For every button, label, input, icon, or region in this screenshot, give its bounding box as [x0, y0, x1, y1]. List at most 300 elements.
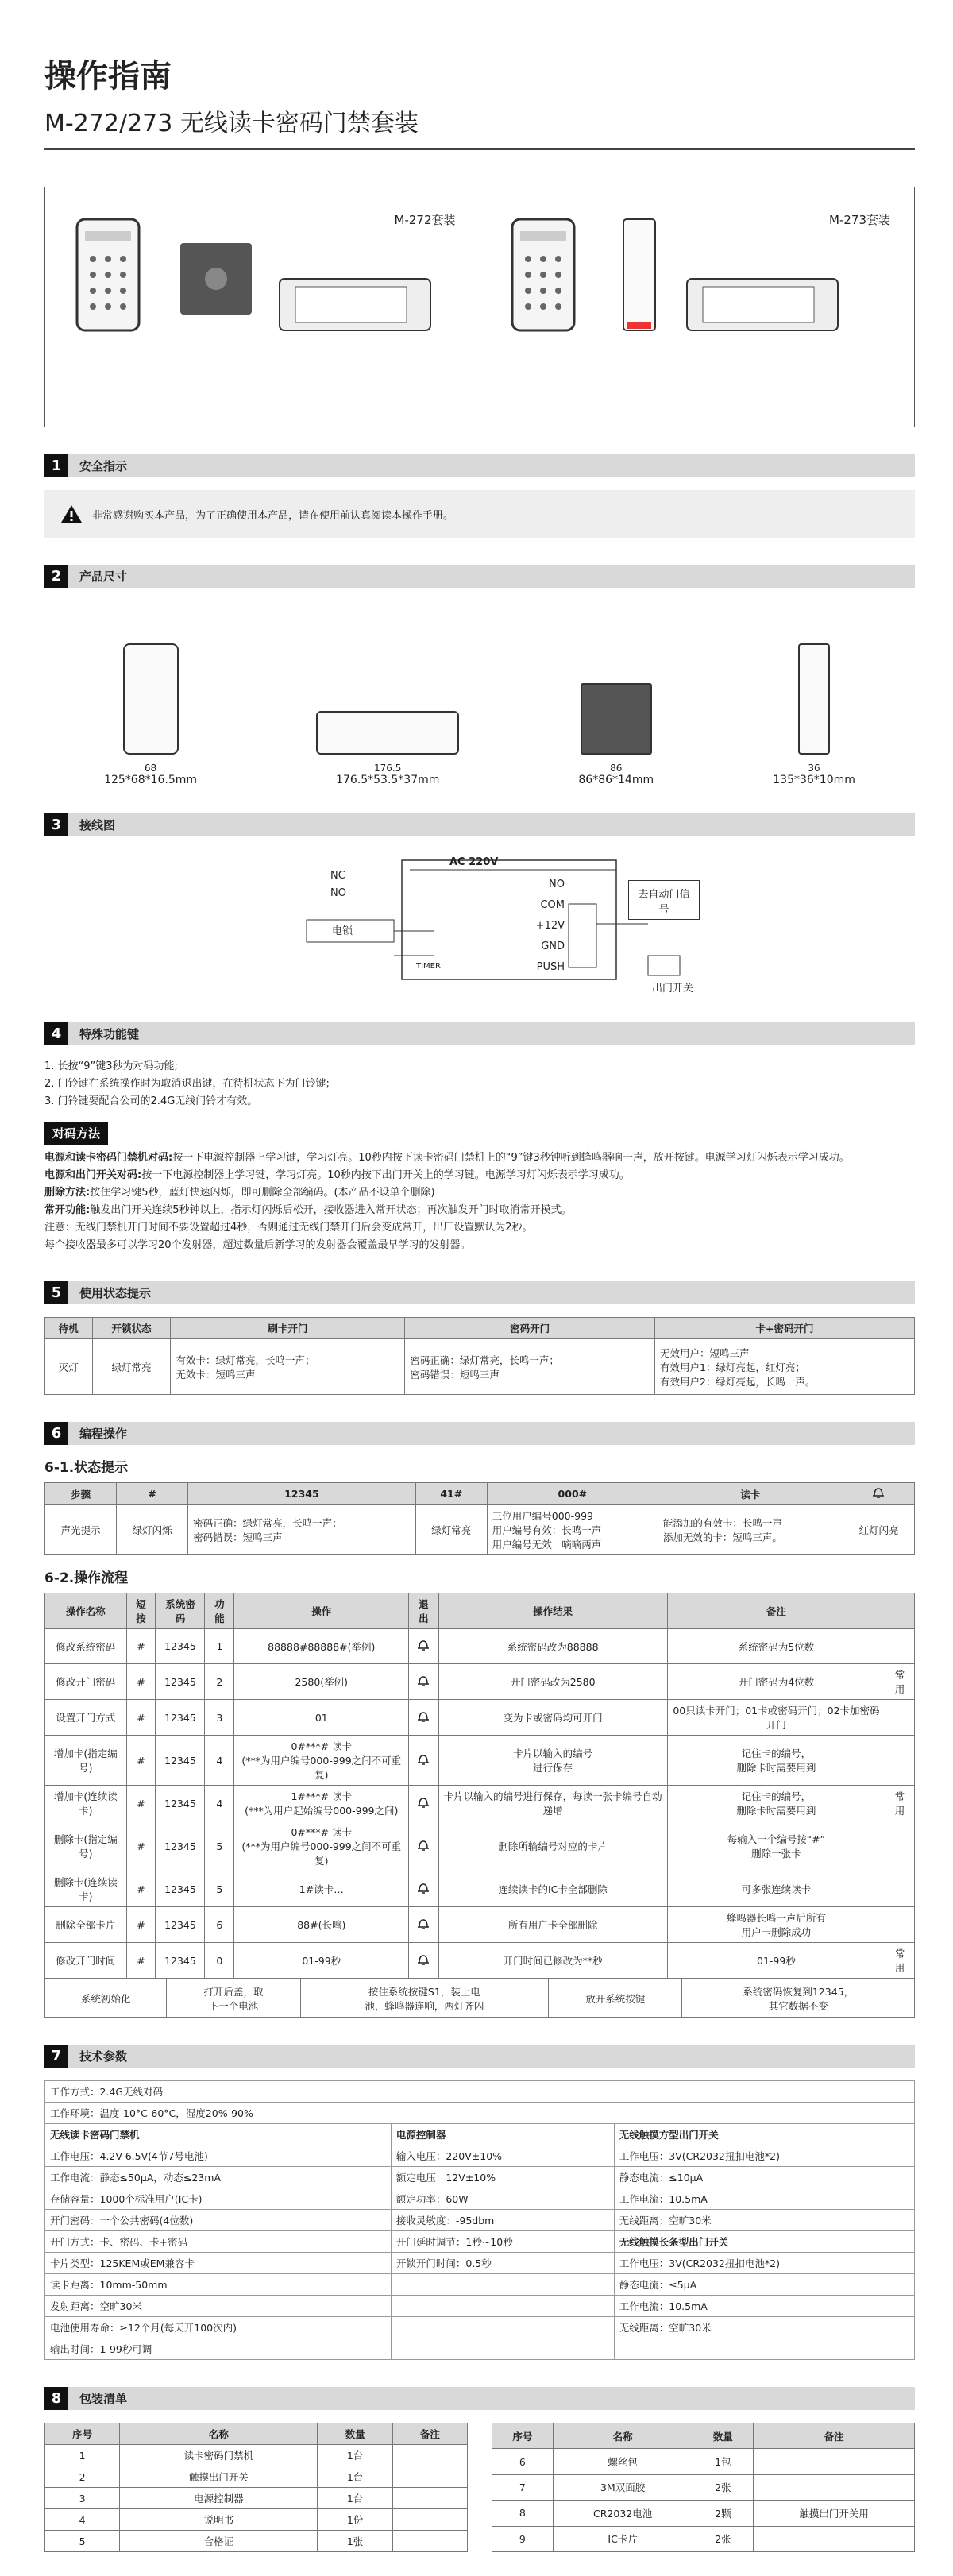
table-cell: 修改开门时间: [45, 1943, 127, 1979]
table-cell: 2: [45, 2466, 120, 2488]
kit-273: [480, 187, 915, 427]
table-row: [492, 2474, 915, 2500]
kit-label: M-272套装: [394, 213, 456, 227]
table-cell: [885, 1736, 915, 1786]
dim-caption: 135*36*10mm: [773, 774, 855, 786]
table-cell: 常用: [885, 1786, 915, 1821]
table-row: [45, 1871, 915, 1907]
table-cell: 4: [45, 2509, 120, 2531]
table-cell: 读卡距离：10mm-50mm: [45, 2274, 392, 2296]
table-cell: #: [126, 1700, 156, 1736]
table-cell: 5: [205, 1871, 234, 1907]
table-cell: 绿灯闪烁: [117, 1505, 188, 1555]
subsection-title: 6-2.操作流程: [44, 1570, 129, 1586]
table-cell: 所有用户卡全部删除: [438, 1907, 667, 1943]
table-row: [45, 2253, 915, 2274]
table-cell: 静态电流：≤5μA: [614, 2274, 914, 2296]
method-line: 删除方法:按住学习键5秒，蓝灯快速闪烁，即可删除全部编码。(本产品不设单个删除): [44, 1187, 435, 1199]
table-cell: 2张: [693, 2526, 754, 2551]
table-cell: 00只读卡开门；01卡或密码开门；02卡加密码开门: [667, 1700, 885, 1736]
table-header: 卡+密码开门: [654, 1318, 914, 1339]
table-cell: [391, 2317, 614, 2338]
section-special-keys: [44, 1022, 915, 1045]
terminal-com: COM: [540, 899, 565, 911]
init-table: [44, 1979, 915, 2018]
warning-box: [44, 490, 915, 538]
table-row: [45, 1736, 915, 1786]
table-cell: 工作电流：10.5mA: [614, 2296, 914, 2317]
table-cell: 12345: [156, 1700, 205, 1736]
table-cell: [885, 1871, 915, 1907]
section-number: 3: [44, 813, 68, 836]
table-cell: 可多张连续读卡: [667, 1871, 885, 1907]
table-cell: 开门方式：卡、密码、卡+密码: [45, 2231, 392, 2253]
table-cell: [885, 1907, 915, 1943]
bell-icon: [416, 1839, 430, 1852]
table-cell: 12345: [156, 1664, 205, 1700]
table-cell: [409, 1871, 438, 1907]
table-row: [492, 2449, 915, 2474]
section-label: 编程操作: [79, 1427, 128, 1441]
status-table: [44, 1317, 915, 1395]
table-cell: 常用: [885, 1943, 915, 1979]
tech-table: [44, 2080, 915, 2360]
table-header: 读卡: [658, 1483, 843, 1505]
table-cell: 触摸出门开关用: [754, 2501, 915, 2526]
section-tech: [44, 2045, 915, 2068]
table-cell: 8: [492, 2501, 554, 2526]
table-cell: 9: [492, 2526, 554, 2551]
method-line: 每个接收器最多可以学习20个发射器，超过数量后新学习的发射器会覆盖最早学习的发射器。: [44, 1239, 471, 1251]
table-row: [45, 2167, 915, 2188]
table-header: [885, 1593, 915, 1629]
dim-caption: 176.5*53.5*37mm: [336, 774, 440, 786]
table-cell: 修改系统密码: [45, 1629, 127, 1664]
table-cell: [885, 1629, 915, 1664]
table-cell: 变为卡或密码均可开门: [438, 1700, 667, 1736]
table-cell: 0#***# 读卡 (***为用户编号000-999之间不可重复): [234, 1736, 409, 1786]
table-cell: 卡片以输入的编号 进行保存: [438, 1736, 667, 1786]
list-item: 2. 门铃键在系统操作时为取消退出键，在待机状态下为门铃键;: [44, 1078, 330, 1090]
table-cell: 绿灯常亮: [415, 1505, 487, 1555]
kit-overview: [44, 187, 915, 427]
table-header: #: [117, 1483, 188, 1505]
method-line: 注意：无线门禁机开门时间不要设置超过4秒，否则通过无线门禁开门后会变成常开，出厂设置默认为2秒。: [44, 1222, 533, 1234]
table-cell: 工作电压：4.2V-6.5V(4节7号电池): [45, 2145, 392, 2167]
table-cell: 1台: [318, 2445, 392, 2466]
table-cell: 工作电压：3V(CR2032扭扣电池*2): [614, 2145, 914, 2167]
table-cell: 88888#88888#(举例): [234, 1629, 409, 1664]
timer-label: TIMER: [416, 962, 441, 971]
page-title: 操作指南: [44, 58, 172, 95]
table-cell: 无线距离：空旷30米: [614, 2210, 914, 2231]
bell-icon: [416, 1710, 430, 1723]
table-cell: 1台: [318, 2466, 392, 2488]
bell-icon: [416, 1918, 430, 1930]
warning-text: 非常感谢购买本产品，为了正确使用本产品，请在使用前认真阅读本操作手册。: [92, 509, 454, 522]
dim-width: 86: [610, 763, 623, 774]
table-cell: 6: [492, 2449, 554, 2474]
pairing-method-list: [44, 1149, 915, 1254]
table-cell: #: [126, 1629, 156, 1664]
table-cell: 绿灯常亮: [92, 1339, 171, 1395]
table-cell: 1: [45, 2445, 120, 2466]
table-cell: #: [126, 1943, 156, 1979]
table-cell: 无线读卡密码门禁机: [45, 2124, 392, 2145]
table-header: 名称: [553, 2423, 693, 2449]
table-cell: 12345: [156, 1871, 205, 1907]
init-step-d: 系统密码恢复到12345， 其它数据不变: [682, 1979, 915, 2018]
section-label: 安全指示: [79, 459, 128, 473]
table-cell: [409, 1786, 438, 1821]
table-cell: [409, 1629, 438, 1664]
table-header: 数量: [318, 2423, 392, 2445]
init-step-c: 放开系统按键: [548, 1979, 682, 2018]
table-cell: 2: [205, 1664, 234, 1700]
pairing-method-title: 对码方法: [44, 1122, 108, 1145]
table-cell: 存储容量：1000个标准用户(IC卡): [45, 2188, 392, 2210]
method-line: 电源和读卡密码门禁机对码:按一下电源控制器上学习键，学习灯亮。10秒内按下读卡密码门禁机上的“9”键3秒钟听到蜂鸣器响一声，放开按键。电源学习灯闪烁表示学习成功。: [44, 1152, 850, 1164]
table-cell: 开门密码改为2580: [438, 1664, 667, 1700]
table-cell: 12345: [156, 1786, 205, 1821]
table-cell: 无线触摸长条型出门开关: [614, 2231, 914, 2253]
table-row: [492, 2501, 915, 2526]
dim-width: 36: [808, 763, 820, 774]
bell-icon: [416, 1796, 430, 1809]
table-cell: #: [126, 1664, 156, 1700]
table-header: 刷卡开门: [171, 1318, 405, 1339]
table-cell: 无线距离：空旷30米: [614, 2317, 914, 2338]
table-row: [45, 2210, 915, 2231]
table-header: 12345: [188, 1483, 416, 1505]
dim-caption: 86*86*14mm: [578, 774, 654, 786]
table-cell: 输出时间：1-99秒可调: [45, 2338, 392, 2360]
table-cell: 12345: [156, 1736, 205, 1786]
bell-icon: [416, 1953, 430, 1966]
table-cell: 系统密码改为88888: [438, 1629, 667, 1664]
section-number: 7: [44, 2045, 68, 2068]
init-name: 系统初始化: [45, 1979, 167, 2018]
section-label: 包装清单: [79, 2392, 128, 2406]
terminal-push: PUSH: [536, 961, 565, 973]
table-cell: 4: [205, 1786, 234, 1821]
table-cell: 红灯闪亮: [843, 1505, 914, 1555]
table-cell: 系统密码为5位数: [667, 1629, 885, 1664]
table-cell: 开门时间已修改为**秒: [438, 1943, 667, 1979]
table-cell: [409, 1736, 438, 1786]
table-cell: 1台: [318, 2488, 392, 2509]
table-cell: 额定电压：12V±10%: [391, 2167, 614, 2188]
square-button-outline: [581, 683, 652, 755]
table-cell: [409, 1664, 438, 1700]
table-header: 密码开门: [405, 1318, 655, 1339]
table-cell: 灭灯: [45, 1339, 93, 1395]
table-cell: [409, 1907, 438, 1943]
table-row: [45, 1664, 915, 1700]
table-cell: 1张: [318, 2531, 392, 2552]
table-cell: #: [126, 1736, 156, 1786]
table-cell: 设置开门方式: [45, 1700, 127, 1736]
table-header: 功能: [205, 1593, 234, 1629]
table-cell: 增加卡(指定编号): [45, 1736, 127, 1786]
table-cell: 01: [234, 1700, 409, 1736]
terminal-12v: +12V: [535, 920, 565, 932]
table-cell: 删除卡(连续读卡): [45, 1871, 127, 1907]
table-row: [45, 2509, 468, 2531]
terminal-labels: [521, 875, 565, 978]
table-cell: 记住卡的编号， 删除卡时需要用到: [667, 1786, 885, 1821]
table-cell: #: [126, 1786, 156, 1821]
table-cell: 卡片以输入的编号进行保存，每读一张卡编号自动递增: [438, 1786, 667, 1821]
dim-keypad: [104, 643, 197, 786]
bell-icon: [416, 1882, 430, 1894]
table-row: [45, 2531, 468, 2552]
table-cell: 5: [205, 1821, 234, 1871]
table-cell: 接收灵敏度：-95dbm: [391, 2210, 614, 2231]
table-cell: #: [126, 1821, 156, 1871]
table-header: 序号: [492, 2423, 554, 2449]
ac-label: AC 220V: [449, 856, 499, 868]
table-cell: [391, 2296, 614, 2317]
bell-icon: [871, 1486, 885, 1499]
table-cell: 删除所输编号对应的卡片: [438, 1821, 667, 1871]
table-cell: #: [126, 1871, 156, 1907]
table-cell: 0#***# 读卡 (***为用户编号000-999之间不可重复): [234, 1821, 409, 1871]
table-cell: [392, 2466, 467, 2488]
table-cell: 12345: [156, 1821, 205, 1871]
auto-door-box: 去自动门信号: [628, 880, 700, 920]
table-row: [45, 1700, 915, 1736]
terminal-no: NO: [549, 879, 565, 890]
table-cell: 记住卡的编号， 删除卡时需要用到: [667, 1736, 885, 1786]
table-header: 数量: [693, 2423, 754, 2449]
list-item: 3. 门铃键要配合公司的2.4G无线门铃才有效。: [44, 1095, 258, 1107]
dim-square-button: [578, 683, 654, 786]
table-row: [45, 1786, 915, 1821]
table-cell: 额定功率：60W: [391, 2188, 614, 2210]
table-row: [45, 2274, 915, 2296]
section-wiring: [44, 813, 915, 836]
table-cell: [392, 2445, 467, 2466]
table-cell: 2580(举例): [234, 1664, 409, 1700]
table-cell: 声光提示: [45, 1505, 117, 1555]
table-cell: [885, 1700, 915, 1736]
table-cell: IC卡片: [553, 2526, 693, 2551]
table-cell: 读卡密码门禁机: [120, 2445, 318, 2466]
table-header: 备注: [754, 2423, 915, 2449]
table-cell: 01-99秒: [667, 1943, 885, 1979]
table-cell: 每输入一个编号按“#” 删除一张卡: [667, 1821, 885, 1871]
table-cell: 3M双面胶: [553, 2474, 693, 2500]
table-cell: [754, 2474, 915, 2500]
kit-272: [45, 187, 480, 427]
table-row: [45, 2317, 915, 2338]
table-header: 41#: [415, 1483, 487, 1505]
exit-switch-label: 出门开关: [652, 983, 694, 994]
table-row: [45, 2466, 468, 2488]
table-cell: 蜂鸣器长鸣一声后所有 用户卡删除成功: [667, 1907, 885, 1943]
table-cell: 工作方式：2.4G无线对码: [45, 2081, 915, 2103]
table-row: [45, 2145, 915, 2167]
list-item: 1. 长按“9”键3秒为对码功能;: [44, 1060, 178, 1072]
table-cell: 12345: [156, 1907, 205, 1943]
wiring-lines: [44, 852, 915, 995]
dim-width: 68: [144, 763, 157, 774]
table-cell: 说明书: [120, 2509, 318, 2531]
status-prompt-table: [44, 1482, 915, 1555]
dim-caption: 125*68*16.5mm: [104, 774, 198, 786]
section-dimensions: [44, 565, 915, 588]
table-cell: 输入电压：220V±10%: [391, 2145, 614, 2167]
table-cell: 工作环境：温度-10°C-60°C，湿度20%-90%: [45, 2103, 915, 2124]
table-cell: 三位用户编号000-999 用户编号有效：长鸣一声 用户编号无效：嘀嘀两声: [487, 1505, 658, 1555]
table-row: [45, 2445, 468, 2466]
method-line: 常开功能:触发出门开关连续5秒钟以上，指示灯闪烁后松开，接收器进入常开状态；再次触发开门时取消常开模式。: [44, 1204, 572, 1216]
table-header: 操作名称: [45, 1593, 127, 1629]
table-header: 操作结果: [438, 1593, 667, 1629]
page-subtitle: M-272/273 无线读卡密码门禁套装: [44, 103, 915, 150]
table-cell: 4: [205, 1736, 234, 1786]
table-cell: 2张: [693, 2474, 754, 2500]
table-cell: 01-99秒: [234, 1943, 409, 1979]
table-cell: 无线触摸方型出门开关: [614, 2124, 914, 2145]
table-cell: 有效卡：绿灯常亮，长鸣一声； 无效卡：短鸣三声: [171, 1339, 405, 1395]
table-row: [45, 2188, 915, 2210]
table-cell: 常用: [885, 1664, 915, 1700]
init-step-a: 打开后盖，取 下一个电池: [167, 1979, 301, 2018]
table-cell: 电源控制器: [120, 2488, 318, 2509]
table-cell: [409, 1700, 438, 1736]
section-packing: [44, 2387, 915, 2410]
table-cell: 7: [492, 2474, 554, 2500]
table-cell: [409, 1943, 438, 1979]
dimension-figures: [44, 604, 915, 786]
table-cell: 增加卡(连续读卡): [45, 1786, 127, 1821]
table-cell: 工作电流：10.5mA: [614, 2188, 914, 2210]
nc-label: NC: [330, 870, 345, 882]
section-label: 使用状态提示: [79, 1286, 152, 1300]
table-cell: [614, 2338, 914, 2360]
table-cell: [392, 2531, 467, 2552]
table-header: 名称: [120, 2423, 318, 2445]
section-number: 1: [44, 454, 68, 477]
table-row: [45, 2296, 915, 2317]
subsection-title: 6-1.状态提示: [44, 1460, 129, 1476]
bell-icon: [416, 1753, 430, 1766]
warning-icon: [60, 504, 83, 523]
section-number: 5: [44, 1281, 68, 1304]
strip-button-outline: [798, 643, 830, 755]
table-cell: 1#***# 读卡 (***为用户起始编号000-999之间): [234, 1786, 409, 1821]
table-row: [45, 2338, 915, 2360]
table-cell: 密码正确：绿灯常亮，长鸣一声； 密码错误：短鸣三声: [188, 1505, 416, 1555]
table-cell: 12345: [156, 1629, 205, 1664]
table-cell: 2颗: [693, 2501, 754, 2526]
table-header: 备注: [392, 2423, 467, 2445]
table-cell: 3: [45, 2488, 120, 2509]
table-header: 序号: [45, 2423, 120, 2445]
bell-icon-header: [843, 1483, 914, 1505]
table-cell: 删除全部卡片: [45, 1907, 127, 1943]
table-cell: 卡片类型：125KEM或EM兼容卡: [45, 2253, 392, 2274]
table-row: [45, 2488, 468, 2509]
table-cell: 1包: [693, 2449, 754, 2474]
table-cell: 12345: [156, 1943, 205, 1979]
table-cell: 开锁开门时间：0.5秒: [391, 2253, 614, 2274]
dim-strip-button: [773, 643, 855, 786]
dim-width: 176.5: [374, 763, 402, 774]
table-cell: 1: [205, 1629, 234, 1664]
method-line: 电源和出门开关对码:按一下电源控制器上学习键，学习灯亮。10秒内按下出门开关上的学习键。电源学习灯闪烁表示学习成功。: [44, 1169, 630, 1181]
table-cell: 触摸出门开关: [120, 2466, 318, 2488]
terminal-gnd: GND: [541, 940, 565, 952]
table-cell: [754, 2526, 915, 2551]
table-cell: [409, 1821, 438, 1871]
table-cell: 密码正确：绿灯常亮，长鸣一声； 密码错误：短鸣三声: [405, 1339, 655, 1395]
table-cell: 发射距离：空旷30米: [45, 2296, 392, 2317]
table-cell: 工作电流：静态≤50μA，动态≤23mA: [45, 2167, 392, 2188]
section-safety: [44, 454, 915, 477]
table-header: 短按: [126, 1593, 156, 1629]
section-number: 8: [44, 2387, 68, 2410]
operation-table: [44, 1593, 915, 1979]
table-cell: 3: [205, 1700, 234, 1736]
packing-table-left: [44, 2423, 468, 2552]
section-number: 6: [44, 1422, 68, 1445]
table-row: [492, 2526, 915, 2551]
table-cell: [754, 2449, 915, 2474]
table-cell: [392, 2488, 467, 2509]
table-cell: 开门密码：一个公共密码(4位数): [45, 2210, 392, 2231]
section-number: 4: [44, 1022, 68, 1045]
table-cell: 无效用户：短鸣三声 有效用户1：绿灯亮起，红灯亮； 有效用户2：绿灯亮起，长鸣一声。: [654, 1339, 914, 1395]
table-row: [45, 1943, 915, 1979]
table-header: 操作: [234, 1593, 409, 1629]
table-header: 备注: [667, 1593, 885, 1629]
lock-label: 电锁: [332, 925, 353, 937]
table-row: [45, 1821, 915, 1871]
table-header: 系统密码: [156, 1593, 205, 1629]
table-cell: [885, 1821, 915, 1871]
bell-icon: [416, 1639, 430, 1651]
table-row: [45, 2231, 915, 2253]
table-cell: 连续读卡的IC卡全部删除: [438, 1871, 667, 1907]
table-cell: 6: [205, 1907, 234, 1943]
table-header: 000#: [487, 1483, 658, 1505]
table-cell: 合格证: [120, 2531, 318, 2552]
init-step-b: 按住系统按键S1，装上电 池，蜂鸣器连响，两灯齐闪: [300, 1979, 548, 2018]
section-label: 接线图: [79, 818, 116, 832]
table-cell: 删除卡(指定编号): [45, 1821, 127, 1871]
table-row: [45, 1629, 915, 1664]
table-row: [45, 1907, 915, 1943]
table-cell: 工作电压：3V(CR2032扭扣电池*2): [614, 2253, 914, 2274]
table-header: 待机: [45, 1318, 93, 1339]
table-cell: 1#读卡…: [234, 1871, 409, 1907]
table-header: 开锁状态: [92, 1318, 171, 1339]
special-keys-list: [44, 1058, 915, 1110]
table-cell: 88#(长鸣): [234, 1907, 409, 1943]
table-cell: 开门密码为4位数: [667, 1664, 885, 1700]
table-cell: 1份: [318, 2509, 392, 2531]
section-status: [44, 1281, 915, 1304]
controller-outline: [316, 711, 459, 755]
table-cell: 0: [205, 1943, 234, 1979]
table-cell: [391, 2274, 614, 2296]
dim-controller: [316, 711, 459, 786]
table-cell: 能添加的有效卡：长鸣一声 添加无效的卡：短鸣三声。: [658, 1505, 843, 1555]
keypad-outline: [123, 643, 179, 755]
